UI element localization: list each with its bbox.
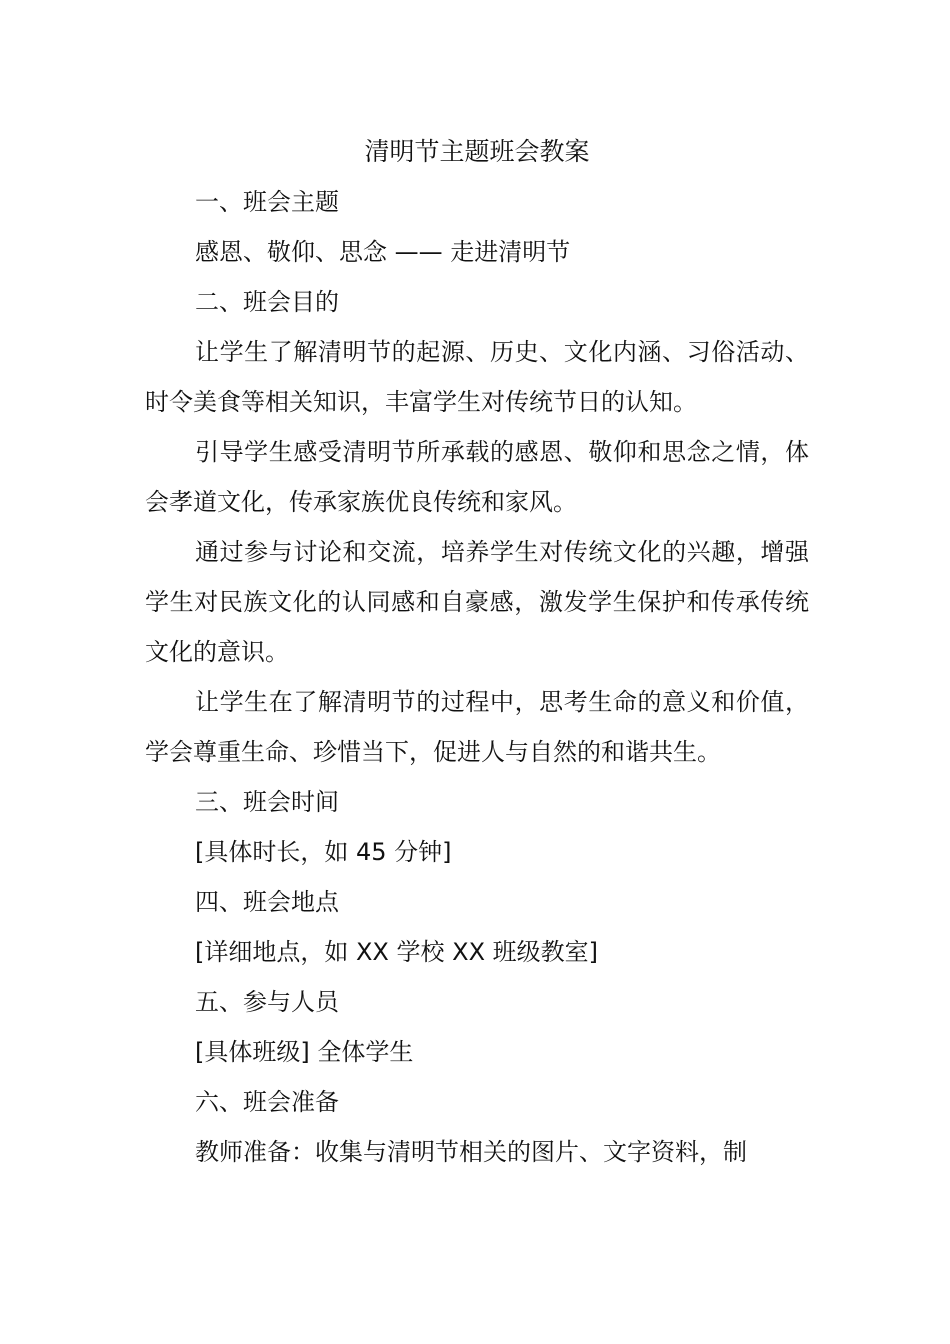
paragraph-participants: [具体班级] 全体学生	[195, 1038, 414, 1066]
paragraph-purpose-3: 通过参与讨论和交流，培养学生对传统文化的兴趣，增强学生对民族文化的认同感和自豪感，激发学生保护和传承传统文化的意识。	[145, 538, 809, 666]
section-heading-time: 三、班会时间	[195, 788, 339, 816]
document-title: 清明节主题班会教案	[364, 137, 590, 166]
section-heading-participants: 五、参与人员	[195, 988, 339, 1016]
section-heading-theme: 一、班会主题	[195, 188, 339, 216]
document-body	[145, 127, 809, 1177]
paragraph-time: [具体时长，如 45 分钟]	[195, 838, 452, 866]
paragraph-theme: 感恩、敬仰、思念 —— 走进清明节	[195, 238, 571, 266]
paragraph-preparation: 教师准备：收集与清明节相关的图片、文字资料，制	[195, 1138, 747, 1166]
paragraph-purpose-1: 让学生了解清明节的起源、历史、文化内涵、习俗活动、时令美食等相关知识，丰富学生对传统节日的认知。	[145, 338, 809, 416]
paragraph-purpose-4: 让学生在了解清明节的过程中，思考生命的意义和价值，学会尊重生命、珍惜当下，促进人与自然的和谐共生。	[145, 688, 809, 766]
section-heading-location: 四、班会地点	[195, 888, 339, 916]
section-heading-preparation: 六、班会准备	[195, 1088, 339, 1116]
paragraph-location: [详细地点，如 XX 学校 XX 班级教室]	[195, 938, 599, 966]
paragraph-purpose-2: 引导学生感受清明节所承载的感恩、敬仰和思念之情，体会孝道文化，传承家族优良传统和家风。	[145, 438, 809, 516]
section-heading-purpose: 二、班会目的	[195, 288, 339, 316]
